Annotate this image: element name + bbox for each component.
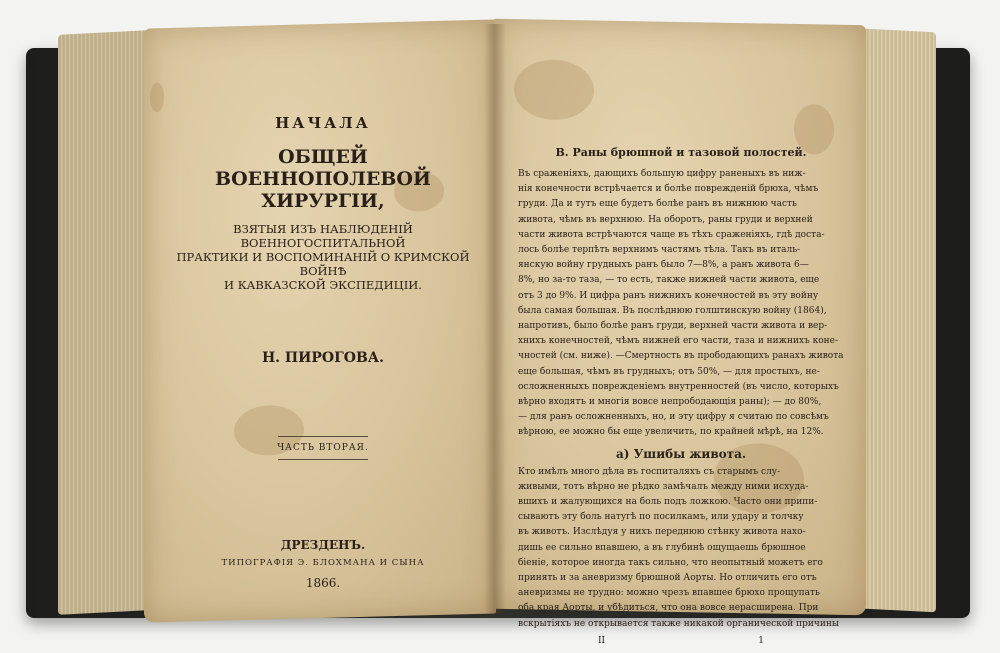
rule-top (278, 436, 368, 437)
title-page-content (168, 110, 478, 590)
subtitle-line: И КАВКАЗСКОЙ ЭКСПЕДИЦІИ. (224, 278, 422, 292)
signature-mark: II (598, 635, 606, 646)
text-line: 8%, но за-то таза, — то есть, также нижней части живота, еще (518, 275, 820, 286)
part-label: ЧАСТЬ ВТОРАЯ. (277, 443, 369, 453)
text-line: дишь ее сильно впавшею, а въ глубинѣ ощущаешь брюшное (518, 542, 806, 553)
subtitle-line: ПРАКТИКИ И ВОСПОМИНАНІЙ О КРИМСКОЙ ВОЙНѢ (176, 250, 470, 278)
text-line: принять и за аневризму брюшной Аорты. Но отличить его отъ (518, 573, 817, 584)
printer: ТИПОГРАФІЯ Э. БЛОХМАНА И СЫНА (221, 558, 425, 568)
title-top: НАЧАЛА (275, 114, 371, 132)
text-line: груди. Да и тутъ еще будетъ болѣе ранъ въ нижнюю часть (518, 199, 797, 210)
page-number: 1 (758, 635, 764, 646)
subtitle-line: ВЗЯТЫЯ ИЗЪ НАБЛЮДЕНІЙ ВОЕННОГОСПИТАЛЬНОЙ (233, 222, 413, 250)
rule-bottom (278, 459, 368, 460)
text-line: осложненныхъ поврежденіемъ внутренностей (въ число, которыхъ (518, 381, 839, 392)
year: 1866. (305, 576, 341, 590)
subtitle (168, 222, 478, 292)
text-line: Въ сраженіяхъ, дающихъ большую цифру раненыхъ въ ниж- (518, 169, 806, 179)
text-line: была самая большая. Въ послѣднюю голштинскую войну (1864), (518, 305, 827, 316)
text-line: сываютъ эту боль натугѣ по посилкамъ, или удару и толчку (518, 512, 804, 523)
text-line: вѣрною, ее можно бы еще увеличить, по крайней мѣрѣ, на 12%. (518, 427, 824, 438)
text-line: янскую войну грудныхъ ранъ было 7—8%, а ранъ живота 6— (518, 260, 809, 271)
paragraph-1 (518, 167, 844, 441)
text-line: вшихъ и жалующихся на боль подъ ложкою. Часто они припи- (518, 497, 818, 508)
paragraph-2 (518, 465, 844, 632)
stain (514, 59, 594, 120)
text-line: чностей (см. ниже). —Смертность въ прободающихъ ранахъ живота (518, 351, 844, 362)
stain (150, 82, 164, 112)
book-gutter (484, 24, 506, 614)
text-line: біеніе, которое иногда такъ сильно, что неопытный можетъ его (518, 557, 823, 568)
title-main: ОБЩЕЙ ВОЕННОПОЛЕВОЙ ХИРУРГІИ, (215, 146, 431, 212)
text-line: напротивъ, было болѣе ранъ груди, верхней части живота и вер- (518, 321, 828, 332)
text-line: хнихъ конечностей, чѣмъ нижней его части, таза и нижнихъ коне- (518, 336, 839, 347)
city: ДРЕЗДЕНЪ. (280, 538, 366, 552)
text-page-content (518, 146, 844, 646)
text-line: — для ранъ осложненныхъ, но, и эту цифру я считаю по совсѣмъ (518, 412, 829, 423)
text-line: части живота встрѣчаются чаще въ тѣхъ сраженіяхъ, гдѣ доста- (518, 229, 825, 240)
author: Н. ПИРОГОВА. (261, 350, 385, 366)
text-line: лось болѣе терпѣть верхнимъ частямъ тѣла. Такъ въ италь- (518, 245, 801, 256)
text-line: вскрытіяхъ не открывается также никакой органической причины (518, 618, 839, 629)
text-line: нія конечности встрѣчается и болѣе поврежденій брюха, чѣмъ (518, 184, 819, 195)
section-heading: В. Раны брюшной и тазовой полостей. (555, 146, 807, 159)
text-line: аневризмы не трудно: можно чрезъ впавшее брюхо прощупать (518, 588, 820, 599)
text-line: вѣрно входятъ и многія вовсе непрободающія раны); — до 80%, (518, 397, 822, 408)
text-line: оба края Аорты, и убѣдиться, что она вовсе нерасширена. При (518, 603, 819, 614)
part-block (168, 436, 478, 460)
subsection-heading: а) Ушибы живота. (615, 446, 747, 461)
text-line: еще большая, чѣмъ въ грудныхъ; отъ 50%, — для простыхъ, не- (518, 366, 820, 377)
page-footer (518, 636, 844, 646)
text-line: Кто имѣлъ много дѣла въ госпиталяхъ съ старымъ слу- (518, 466, 781, 477)
text-line: живыми, тотъ вѣрно не рѣдко замѣчалъ между ними исхуда- (518, 481, 809, 492)
text-line: въ животъ. Изслѣдуя у нихъ переднюю стѣнку живота нахо- (518, 527, 806, 538)
text-line: отъ 3 до 9%. И цифра ранъ нижнихъ конечностей въ эту войну (518, 290, 819, 301)
text-line: живота, чѣмъ въ верхнюю. На оборотъ, раны груди и верхней (518, 214, 813, 225)
